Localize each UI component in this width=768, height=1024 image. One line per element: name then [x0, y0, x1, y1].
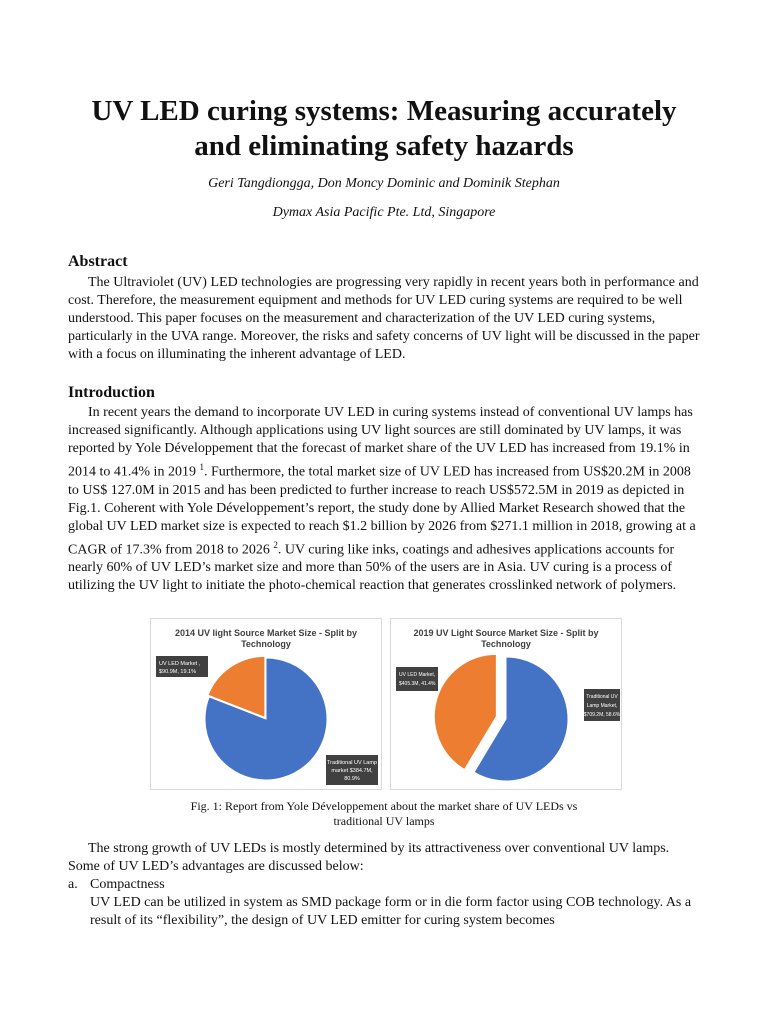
chart-2019-led-label-line-2: $405.3M, 41.4%: [399, 681, 436, 687]
chart-2019-pie: [434, 654, 568, 781]
chart-2014-led-label-line-1: UV LED Market ,: [159, 661, 201, 667]
introduction-paragraph-2: The strong growth of UV LEDs is mostly determined by its attractiveness over conventional UV lamps. Some of UV LED’s advantages are discussed below:: [68, 841, 670, 874]
chart-2014-pie: [205, 656, 327, 780]
reference-2[interactable]: 2: [273, 539, 278, 550]
chart-2014-title-line-1: 2014 UV light Source Market Size - Split by: [174, 628, 358, 638]
authors: Geri Tangdiongga, Don Moncy Dominic and Dominik Stephan: [208, 176, 560, 191]
title-line-2: and eliminating safety hazards: [194, 130, 574, 162]
title-line-1: UV LED curing systems: Measuring accurately: [91, 95, 677, 127]
caption-line-2: traditional UV lamps: [333, 814, 435, 828]
list-label: a.: [68, 877, 78, 892]
list-title: Compactness: [90, 877, 165, 892]
chart-2019-title-line-1: 2019 UV Light Source Market Size - Split by: [413, 628, 599, 638]
abstract-heading: Abstract: [68, 253, 128, 270]
chart-2019-led-label-box: [396, 667, 438, 691]
list-item-text: UV LED can be utilized in system as SMD package form or in die form factor using COB technology. As a result of its “flexibility”, the design of UV LED emitter for curing system becomes: [90, 895, 692, 928]
chart-2014-led-label-line-2: $90.9M, 19.1%: [159, 669, 196, 675]
intro-text-3: . UV curing like inks, coatings and adhesives applications accounts for nearly 60% of UV LED’s market size and more than 50% of the users are in Asia. UV curing is a process of utilizing the UV light to initiate the photo-chemical reaction that generates crosslinked network of polymers.: [68, 542, 677, 594]
chart-2019: [391, 619, 621, 789]
reference-1[interactable]: 1: [199, 462, 204, 472]
figure-1-caption: [140, 799, 628, 829]
chart-2019-led-label-line-1: UV LED Market,: [399, 672, 436, 678]
chart-2019-lamp-label-line-1: Traditional UV: [586, 694, 618, 700]
chart-2019-title-line-2: Technology: [481, 639, 531, 649]
chart-2014-lamp-label-line-2: market $384.7M,: [331, 768, 373, 774]
intro-text-1: In recent years the demand to incorporate UV LED in curing systems instead of conventional UV lamps has increased significantly. Although applications using UV light sources are still dominated by UV lamps, it was reported by Yole Développement that the forecast of market share of the UV LED has increased from 19.1% in 2014 to 41.4% in 2019: [68, 405, 693, 480]
chart-2014-panel: [150, 618, 382, 790]
chart-2014-title-line-2: Technology: [241, 639, 291, 649]
caption-line-1: Fig. 1: Report from Yole Développement about the market share of UV LEDs vs: [190, 799, 578, 813]
chart-2014-lamp-label-line-1: Traditional UV Lamp: [327, 760, 377, 766]
chart-2019-panel: [390, 618, 622, 790]
list-item-compactness: [68, 876, 165, 894]
chart-2014-lamp-label-line-3: 80.9%: [344, 776, 360, 782]
chart-2019-lamp-label-line-2: Lamp Market,: [586, 703, 618, 709]
affiliation: Dymax Asia Pacific Pte. Ltd, Singapore: [272, 205, 496, 220]
paper-title: [40, 94, 728, 164]
introduction-heading: Introduction: [68, 384, 155, 401]
intro-text-2: . Furthermore, the total market size of UV LED has increased from US$20.2M in 2008 to US$ 127.0M in 2015 and has been predicted to further increase to reach US$572.5M in 2019 as depicted in Fig.1. Coherent with Yole Développement’s report, the study done by Allied Market Research showed that the global UV LED market size is expected to reach $1.2 billion by 2026 from $271.1 million in 2018, growing at a CAGR of 17.3% from 2018 to 2026: [68, 464, 696, 558]
chart-2014: [151, 619, 381, 789]
chart-2019-lamp-label-line-3: $709.2M, 58.6%: [583, 712, 621, 718]
abstract-text: The Ultraviolet (UV) LED technologies are progressing very rapidly in recent years both in performance and cost. Therefore, the measurement equipment and methods for UV LED curing systems are required to be well understood. This paper focuses on the measurement and characterization of the UV LED curing systems, particularly in the UVA range. Moreover, the risks and safety concerns of UV light will be discussed in the paper with a focus on illuminating the inherent advantage of LED.: [68, 275, 700, 362]
introduction-paragraph-1: [68, 404, 700, 595]
